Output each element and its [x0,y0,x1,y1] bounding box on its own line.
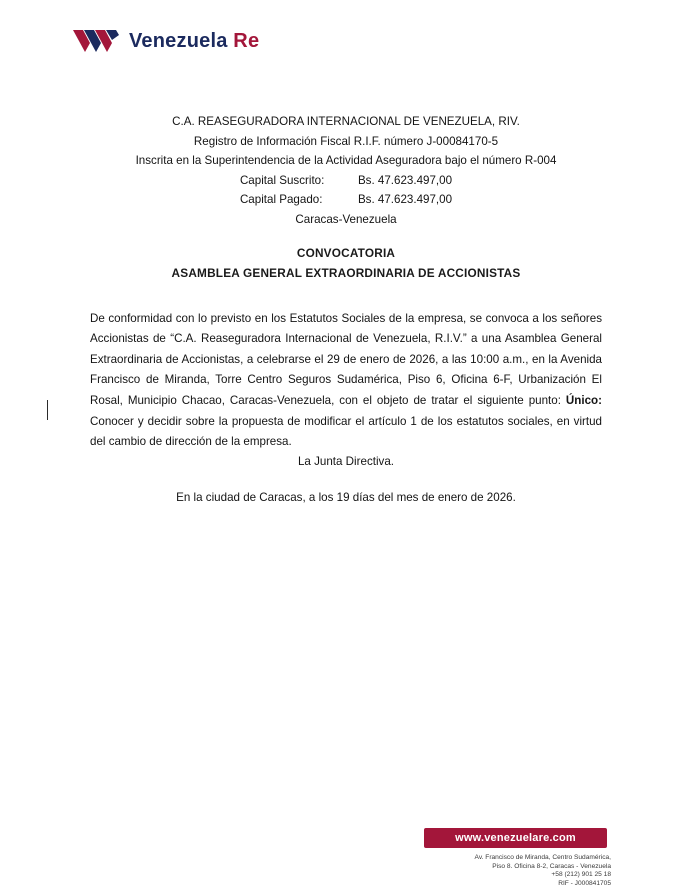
company-city: Caracas-Venezuela [295,212,397,226]
company-name: C.A. REASEGURADORA INTERNACIONAL DE VENEZUELA, RIV. [172,115,520,128]
capital-pagado-label: Capital Pagado: [239,193,323,206]
body-bold-term: Único: [565,393,602,407]
brand-name-primary: Venezuela [129,29,228,52]
title-assembly: ASAMBLEA GENERAL EXTRAORDINARIA DE ACCIONISTAS [171,266,521,280]
revision-change-bar [47,400,48,420]
title-convocatoria: CONVOCATORIA [296,246,396,260]
footer-address-line-1: Av. Francisco de Miranda, Centro Sudamérica, [474,854,611,861]
city-date-line: En la ciudad de Caracas, a los 19 días del mes de enero de 2026. [176,491,516,504]
signature-line: La Junta Directiva. [297,455,395,468]
footer-phone: +58 (212) 901 25 18 [551,871,611,879]
capital-pagado-line [0,190,692,210]
footer-address [420,854,611,888]
company-header [0,112,692,229]
capital-suscrito-line [0,171,692,191]
company-rif: Registro de Información Fiscal R.I.F. número J-00084170-5 [193,134,499,148]
capital-suscrito-value: Bs. 47.623.497,00 [357,173,453,187]
brand-wordmark [129,30,259,53]
capital-pagado-value: Bs. 47.623.497,00 [357,193,453,206]
brand-name-accent: Re [233,29,260,52]
page-footer [420,828,670,888]
document-titles [0,243,692,283]
body-paragraph [90,309,602,453]
company-supervision: Inscrita en la Superintendencia de la Actividad Aseguradora bajo el número R-004 [135,154,557,167]
footer-rif: RIF - J000841705 [558,879,611,887]
website-url: www.venezuelare.com [455,832,576,844]
venezuela-re-chevrons-icon [72,26,120,56]
footer-address-line-2: Piso 8. Oficina 8-2, Caracas - Venezuela [492,862,611,870]
capital-suscrito-label: Capital Suscrito: [239,173,325,187]
body-part-2: Conocer y decidir sobre la propuesta de modificar el artículo 1 de los estatutos sociales, en virtud del cambio de dirección de la empresa. [90,414,602,449]
body-part-1: De conformidad con lo previsto en los Estatutos Sociales de la empresa, se convoca a los señores Accionistas de “C.A. Reaseguradora Internacional de Venezuela, R.I.V.” a una Asamblea General Extraordinaria de Accionistas, a celebrarse el 29 de enero de 2026, a las 10:00 a.m., en la Avenida Francisco de Miranda, Torre Centro Seguros Sudamérica, Piso 6, Oficina 6-F, Urbanización El Rosal, Municipio Chacao, Caracas-Venezuela, con el objeto de tratar el siguiente punto: [90,311,602,407]
brand-logo [72,26,259,56]
website-banner[interactable] [424,828,607,848]
